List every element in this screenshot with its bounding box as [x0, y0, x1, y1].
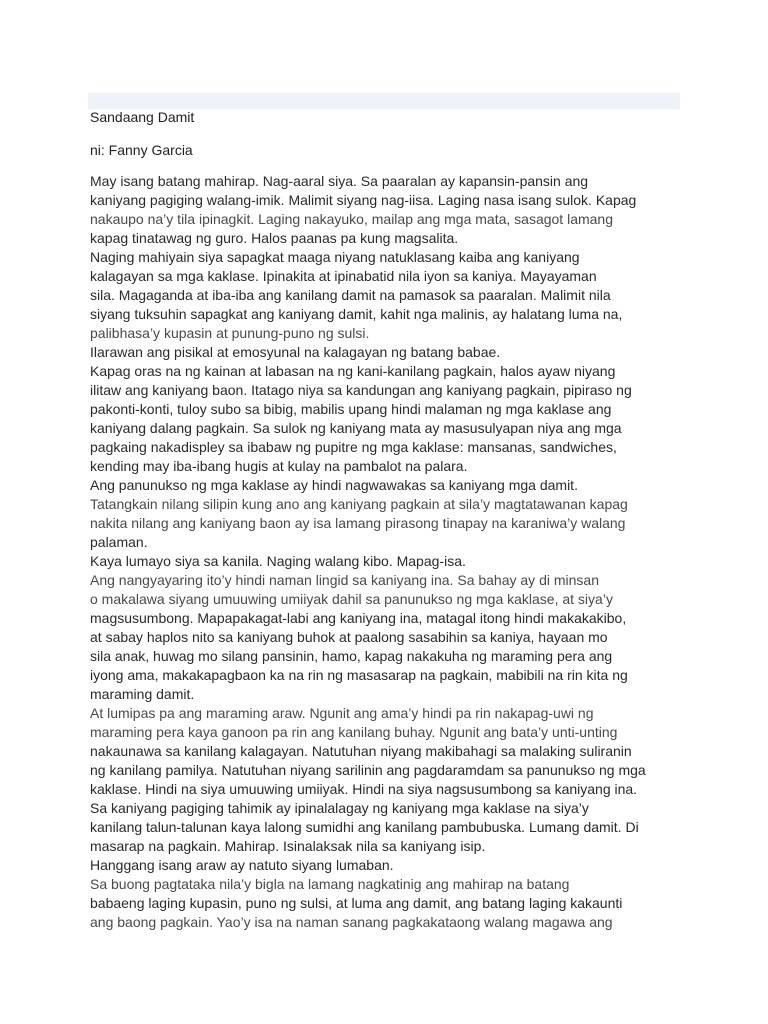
text-line: iyong ama, makakapagbaon ka na rin ng masasarap na pagkain, mabibili na rin kita ng: [90, 667, 628, 683]
text-line: kaniyang pagiging walang-imik. Malimit siyang nag-iisa. Laging nasa isang sulok. Kapag: [90, 192, 637, 208]
text-line: kanilang talun-talunan kaya lalong sumidhi ang kanilang pambubuska. Lumang damit. Di: [90, 819, 639, 835]
story-body: [90, 172, 650, 932]
text-line: sila anak, huwag mo silang pansinin, hamo, kapag nakakuha ng maraming pera ang: [90, 648, 613, 664]
text-line: at sabay haplos nito sa kaniyang buhok at paalong sasabihin sa kaniya, hayaan mo: [90, 629, 608, 645]
text-line: maraming damit.: [90, 686, 195, 702]
text-line: ilitaw ang kaniyang baon. Itatago niya sa kandungan ang kaniyang pagkain, pipiraso ng: [90, 382, 632, 398]
text-line: Ang panunukso ng mga kaklase ay hindi nagwawakas sa kaniyang mga damit.: [90, 477, 578, 493]
text-line: Kapag oras na ng kainan at labasan na ng kani-kanilang pagkain, halos ayaw niyang: [90, 363, 616, 379]
text-line: masarap na pagkain. Mahirap. Isinalaksak nila sa kaniyang isip.: [90, 838, 486, 854]
text-line: nakaupo na’y tila ipinagkit. Laging nakayuko, mailap ang mga mata, sasagot lamang: [90, 211, 613, 227]
text-line: magsusumbong. Mapapakagat-labi ang kaniyang ina, matagal itong hindi makakakibo,: [90, 610, 627, 626]
text-line: palaman.: [90, 534, 148, 550]
text-line: siyang tuksuhin sapagkat ang kaniyang damit, kahit nga malinis, ay halatang luma na,: [90, 306, 623, 322]
text-line: kending may iba-ibang hugis at kulay na pambalot na palara.: [90, 458, 468, 474]
text-line: ang baong pagkain. Yao’y isa na naman sanang pagkakataong walang magawa ang: [90, 914, 613, 930]
text-line: kaklase. Hindi na siya umuuwing umiiyak. Hindi na siya nagsusumbong sa kaniyang ina.: [90, 781, 638, 797]
text-line: kaniyang dalang pagkain. Sa sulok ng kaniyang mata ay masusulyapan niya ang mga: [90, 420, 622, 436]
text-line: kalagayan sa mga kaklase. Ipinakita at ipinabatid nila iyon sa kaniya. Mayayaman: [90, 268, 597, 284]
text-line: babaeng laging kupasin, puno ng sulsi, at luma ang damit, ang batang laging kakaunti: [90, 895, 623, 911]
text-line: May isang batang mahirap. Nag-aaral siya. Sa paaralan ay kapansin-pansin ang: [90, 173, 589, 189]
text-line: palibhasa’y kupasin at punung-puno ng sulsi.: [90, 325, 370, 341]
text-line: Naging mahiyain siya sapagkat maaga niyang natuklasang kaiba ang kaniyang: [90, 249, 580, 265]
text-line: maraming pera kaya ganoon pa rin ang kanilang buhay. Ngunit ang bata’y unti-unting: [90, 724, 618, 740]
text-line: o makalawa siyang umuuwing umiiyak dahil sa panunukso ng mga kaklase, at siya’y: [90, 591, 613, 607]
text-line: pagkaing nakadispley sa ibabaw ng pupitre ng mga kaklase: mansanas, sandwiches,: [90, 439, 617, 455]
story-title: Sandaang Damit: [90, 109, 195, 125]
text-line: nakita nilang ang kaniyang baon ay isa lamang pirasong tinapay na karaniwa’y walang: [90, 515, 626, 531]
text-line: Ilarawan ang pisikal at emosyunal na kalagayan ng batang babae.: [90, 344, 501, 360]
text-line: Sa kaniyang pagiging tahimik ay ipinalalagay ng kaniyang mga kaklase na siya’y: [90, 800, 589, 816]
text-line: Hanggang isang araw ay natuto siyang lumaban.: [90, 857, 394, 873]
header-bar: [88, 93, 680, 109]
text-line: pakonti-konti, tuloy subo sa bibig, mabilis upang hindi malaman ng mga kaklase ang: [90, 401, 612, 417]
text-line: sila. Magaganda at iba-iba ang kanilang damit na pamasok sa paaralan. Malimit nila: [90, 287, 611, 303]
text-line: Tatangkain nilang silipin kung ano ang kaniyang pagkain at sila’y magtatawanan kapag: [90, 496, 628, 512]
text-line: ng kanilang pamilya. Natutuhan niyang sarilinin ang pagdaramdam sa panunukso ng mga: [90, 762, 646, 778]
story-author: ni: Fanny Garcia: [90, 142, 193, 158]
text-line: kapag tinatawag ng guro. Halos paanas pa kung magsalita.: [90, 230, 459, 246]
text-line: nakaunawa sa kanilang kalagayan. Natutuhan niyang makibahagi sa malaking suliranin: [90, 743, 632, 759]
text-line: Kaya lumayo siya sa kanila. Naging walang kibo. Mapag-isa.: [90, 553, 466, 569]
text-line: Sa buong pagtataka nila’y bigla na lamang nagkatinig ang mahirap na batang: [90, 876, 570, 892]
text-line: At lumipas pa ang maraming araw. Ngunit ang ama’y hindi pa rin nakapag-uwi ng: [90, 705, 594, 721]
text-line: Ang nangyayaring ito’y hindi naman lingid sa kaniyang ina. Sa bahay ay di minsan: [90, 572, 599, 588]
